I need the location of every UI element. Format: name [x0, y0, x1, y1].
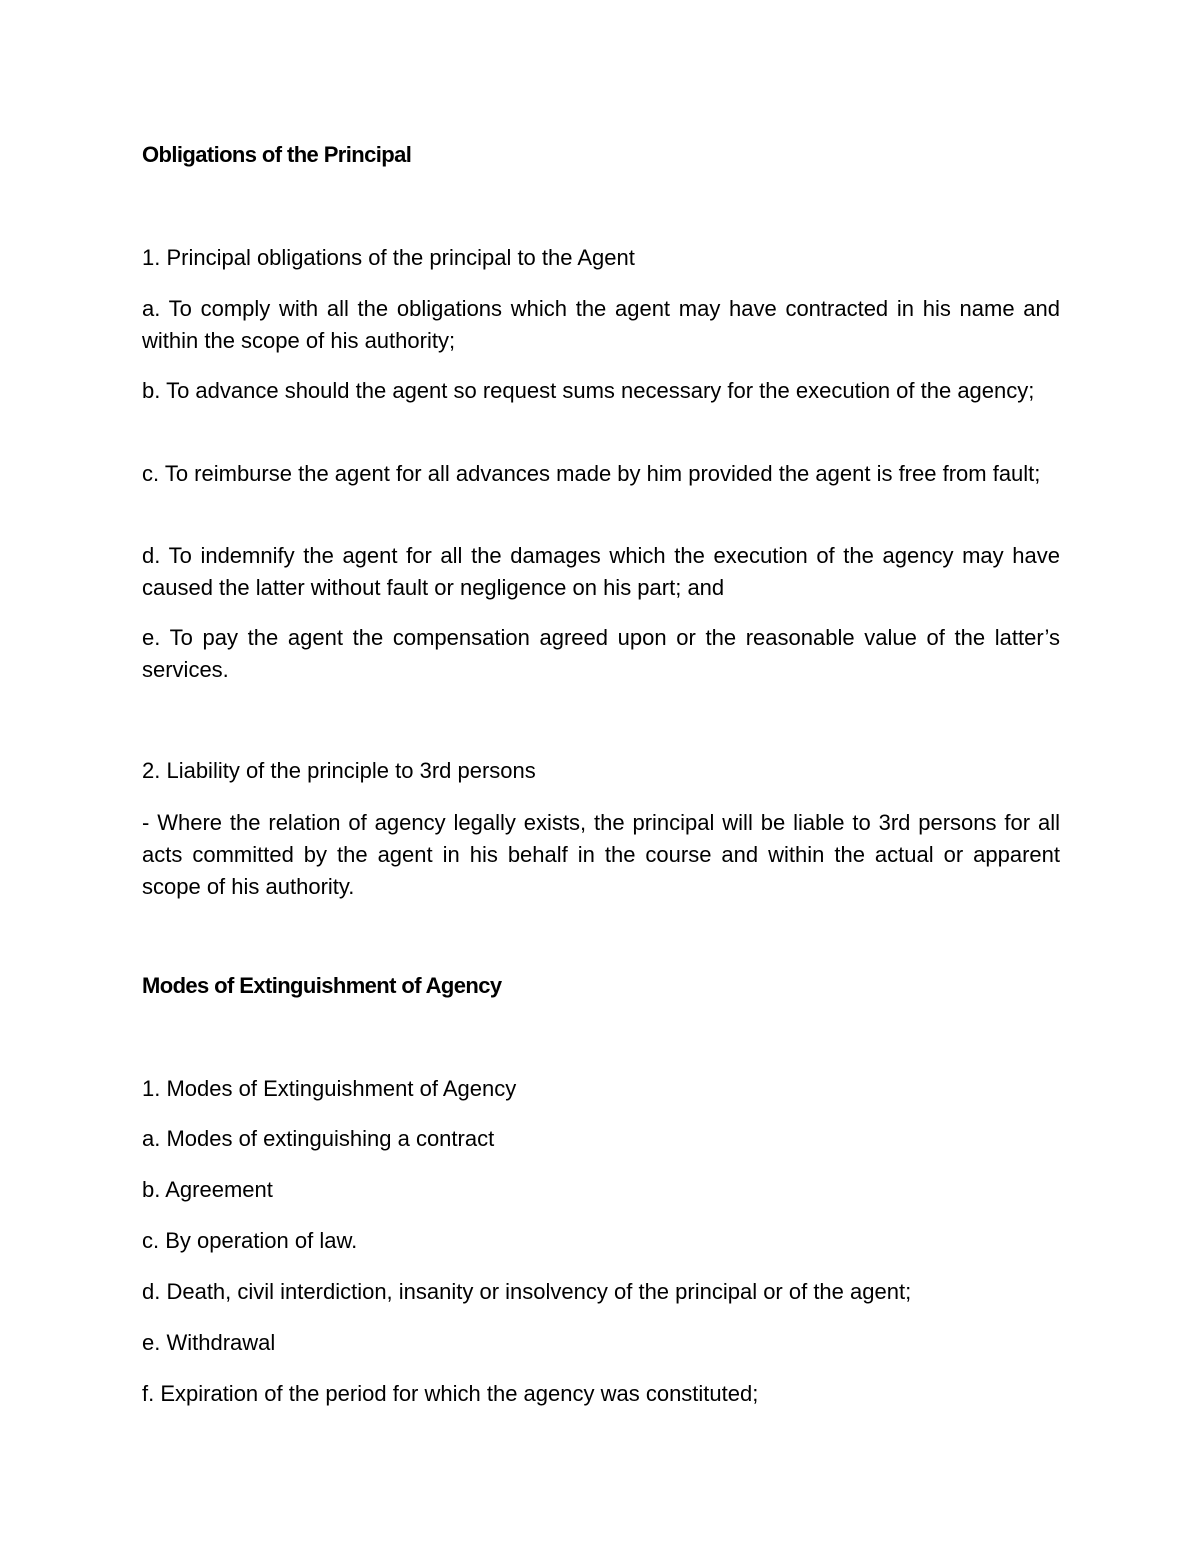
obligation-a: a. To comply with all the obligations which the agent may have contracted in his name and within the scope of his authority; [142, 296, 1060, 353]
obligation-e: e. To pay the agent the compensation agreed upon or the reasonable value of the latter’s services. [142, 625, 1060, 682]
liability-text: - Where the relation of agency legally exists, the principal will be liable to 3rd persons for all acts committed by the agent in his behalf in the course and within the actual or apparent scope of his authority. [142, 810, 1060, 899]
mode-c: c. By operation of law. [142, 1228, 358, 1253]
obligations-item-1-title: 1. Principal obligations of the principal to the Agent [142, 245, 635, 270]
obligations-item-2-title: 2. Liability of the principle to 3rd persons [142, 758, 536, 783]
section-heading-extinguishment: Modes of Extinguishment of Agency [142, 973, 502, 998]
mode-d: d. Death, civil interdiction, insanity or insolvency of the principal or of the agent; [142, 1279, 912, 1304]
extinguishment-item-1-title: 1. Modes of Extinguishment of Agency [142, 1076, 517, 1101]
mode-a: a. Modes of extinguishing a contract [142, 1126, 495, 1151]
mode-e: e. Withdrawal [142, 1330, 276, 1355]
section-heading-obligations: Obligations of the Principal [142, 142, 412, 167]
obligation-b: b. To advance should the agent so request sums necessary for the execution of the agency; [142, 378, 1035, 403]
mode-b: b. Agreement [142, 1177, 273, 1202]
mode-f: f. Expiration of the period for which the agency was constituted; [142, 1381, 759, 1406]
obligation-d: d. To indemnify the agent for all the damages which the execution of the agency may have caused the latter without fault or negligence on his part; and [142, 543, 1060, 600]
obligation-c: c. To reimburse the agent for all advances made by him provided the agent is free from fault; [142, 461, 1041, 486]
